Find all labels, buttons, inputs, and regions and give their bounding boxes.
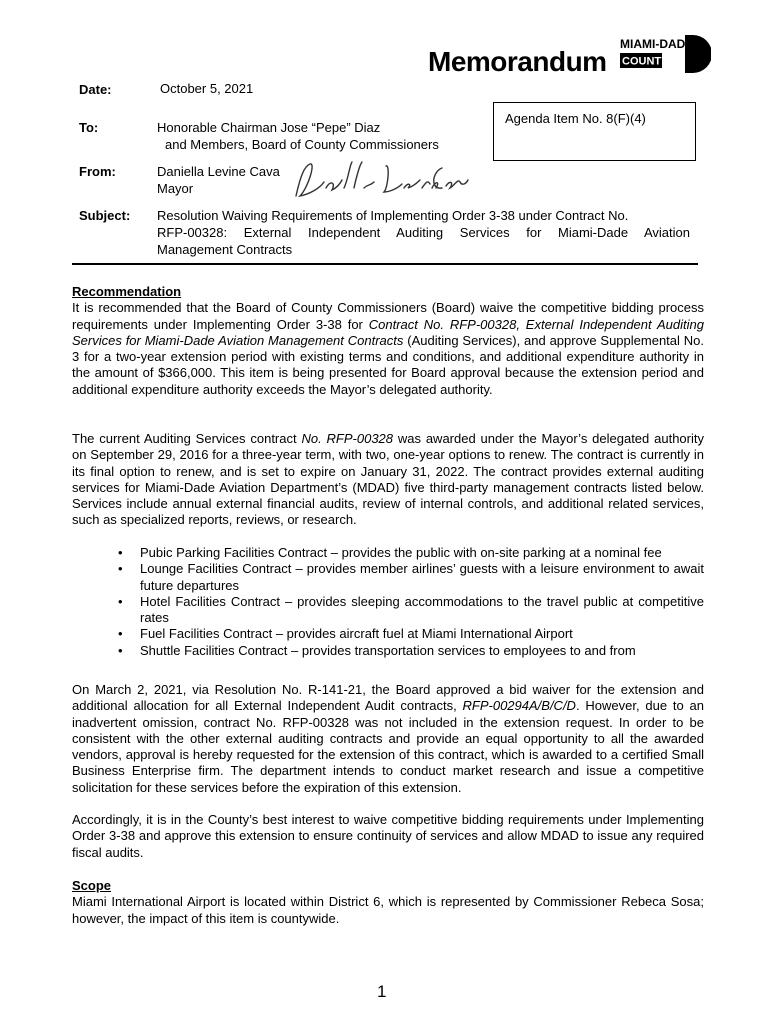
signature bbox=[290, 158, 470, 206]
subject-line-2: RFP-00328: External Independent Auditing Services for Miami-Dade Aviation bbox=[157, 225, 690, 240]
logo-text-bottom: COUNTY bbox=[622, 55, 669, 68]
to-line-1: Honorable Chairman Jose “Pepe” Diaz bbox=[157, 120, 381, 135]
contracts-list bbox=[118, 545, 704, 659]
date-label: Date: bbox=[79, 82, 112, 97]
recommendation-paragraph-2: The current Auditing Services contract No. RFP-00328 was awarded under the Mayor’s delegated authority on September 29, 2016 for a three-year term, with two, one-year options to renew. The contract is currently in its final option to renew, and is set to expire on January 31, 2022. The contract provides external auditing services for Miami-Dade Aviation Department’s (MDAD) five third-party management contracts listed below. Services include annual external financial audits, review of internal controls, and additional related services, such as specialized reports, reviews, or research. bbox=[72, 431, 704, 528]
page-number: 1 bbox=[377, 982, 387, 1001]
agenda-box bbox=[493, 102, 696, 161]
recommendation-heading: Recommendation bbox=[72, 284, 182, 299]
scope-section bbox=[72, 878, 704, 927]
scope-paragraph: Miami International Airport is located within District 6, which is represented by Commissioner Rebeca Sosa; however, the impact of this item is countywide. bbox=[72, 894, 704, 926]
subject-label: Subject: bbox=[79, 208, 131, 223]
recommendation-section bbox=[72, 284, 704, 398]
list-item: • Shuttle Facilities Contract – provides transportation services to employees to and from bbox=[118, 642, 636, 658]
from-label: From: bbox=[79, 164, 116, 179]
list-item: • Lounge Facilities Contract – provides member airlines’ guests with a leisure environment to await future departures bbox=[118, 561, 704, 593]
list-item: • Hotel Facilities Contract – provides sleeping accommodations to the travel public at competitive rates bbox=[118, 593, 704, 626]
to-line-2: and Members, Board of County Commissioners bbox=[165, 137, 439, 152]
recommendation-paragraph-4: Accordingly, it is in the County’s best interest to waive competitive bidding requirements under Implementing Order 3-38 and approve this extension to ensure continuity of services and allow MDAD to issue any required fiscal audits. bbox=[72, 812, 704, 860]
list-item: • Pubic Parking Facilities Contract – provides the public with on-site parking at a nominal fee bbox=[118, 545, 662, 560]
subject-line-3: Management Contracts bbox=[157, 242, 293, 257]
memo-title: Memorandum bbox=[428, 46, 607, 77]
county-logo bbox=[619, 31, 711, 77]
scope-heading: Scope bbox=[72, 878, 112, 893]
from-line-1: Daniella Levine Cava bbox=[157, 164, 280, 179]
recommendation-paragraph-3: On March 2, 2021, via Resolution No. R-141-21, the Board approved a bid waiver for the extension and additional allocation for all External Independent Audit contracts, RFP-00294A/B/C/D. However, due to an inadvertent omission, contract No. RFP-00328 was not included in the extension request. In order to be consistent with the other external auditing contracts and provide an equal opportunity to all the awarded vendors, approval is hereby requested for the extension of this contract, which is awarded to a certified Small Business Enterprise firm. The department intends to conduct market research and issue a competitive solicitation for these services before the expiration of this extension. bbox=[72, 682, 704, 795]
subject-line-1: Resolution Waiving Requirements of Implementing Order 3-38 under Contract No. bbox=[157, 208, 629, 223]
to-label: To: bbox=[79, 120, 99, 135]
list-item: • Fuel Facilities Contract – provides aircraft fuel at Miami International Airport bbox=[118, 626, 573, 642]
agenda-item: Agenda Item No. 8(F)(4) bbox=[505, 111, 646, 126]
from-line-2: Mayor bbox=[157, 181, 194, 196]
recommendation-paragraph-1: It is recommended that the Board of County Commissioners (Board) waive the competitive bidding process requirements under Implementing Order 3-38 for Contract No. RFP-00328, External Independent Auditing Services for Miami-Dade Aviation Management Contracts (Auditing Services), and approve Supplemental No. 3 for a two-year extension period with existing terms and conditions, and additional expenditure authority in the amount of $366,000. This item is being presented for Board approval because the extension period and additional expenditure authority exceeds the Mayor’s delegated authority. bbox=[72, 300, 704, 397]
date-value: October 5, 2021 bbox=[160, 81, 254, 96]
logo-text-top: MIAMI-DADE bbox=[620, 37, 694, 51]
header-divider bbox=[72, 263, 698, 265]
